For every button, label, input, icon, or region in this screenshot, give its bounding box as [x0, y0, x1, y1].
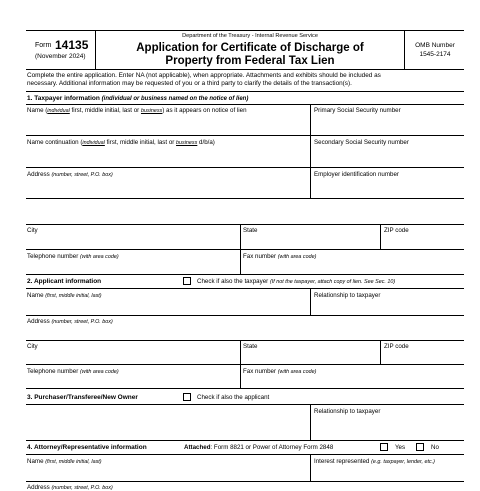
- form-revision: (November 2024): [35, 53, 86, 60]
- label-part: Name: [27, 292, 44, 299]
- label-part: first, middle initial, last or: [69, 107, 141, 114]
- form-title-box: [96, 31, 404, 69]
- taxpayer-state-field[interactable]: State: [243, 227, 258, 234]
- taxpayer-phone-field[interactable]: [27, 253, 119, 260]
- divider: [26, 315, 464, 316]
- divider: [26, 288, 464, 289]
- also-taxpayer-label: [197, 278, 395, 285]
- label-part: Address: [27, 318, 50, 325]
- label-part: Name continuation (: [27, 139, 83, 146]
- also-applicant-label: Check if also the applicant: [197, 394, 270, 401]
- form-number: 14135: [55, 38, 89, 52]
- also-taxpayer-checkbox[interactable]: [183, 277, 191, 285]
- representative-address-field[interactable]: [27, 484, 113, 491]
- title-line-2: Property from Federal Tax Lien: [165, 55, 335, 67]
- divider: [26, 454, 464, 455]
- label-part: business: [140, 108, 163, 114]
- yes-label: Yes: [395, 444, 406, 451]
- divider: [26, 404, 464, 405]
- label-part: individual: [47, 108, 70, 114]
- label-note: (number, street, P.O. box): [51, 319, 113, 325]
- applicant-zip-field[interactable]: ZIP code: [384, 343, 409, 350]
- label-part: Address: [27, 484, 50, 491]
- column-divider: [310, 404, 311, 440]
- omb-box: [404, 31, 464, 69]
- taxpayer-name-field[interactable]: [27, 107, 247, 114]
- divider: [26, 274, 464, 275]
- divider: [26, 364, 464, 365]
- divider: [26, 388, 464, 389]
- label-part: Check if also the taxpayer: [197, 278, 269, 285]
- attached-yes-checkbox[interactable]: [380, 443, 388, 451]
- primary-ssn-field[interactable]: Primary Social Security number: [314, 107, 401, 114]
- column-divider: [380, 340, 381, 364]
- title-line-1: Application for Certificate of Discharge of: [136, 42, 364, 54]
- divider: [26, 340, 464, 341]
- taxpayer-fax-field[interactable]: [243, 253, 316, 260]
- label-part: business: [176, 140, 198, 146]
- form-title: [96, 42, 404, 68]
- label-part: Fax number: [243, 368, 277, 375]
- label-part: Telephone number: [27, 368, 79, 375]
- ein-field[interactable]: Employer identification number: [314, 171, 399, 178]
- section-1-title: 1. Taxpayer information: [27, 95, 100, 102]
- name-continuation-field[interactable]: [27, 139, 215, 146]
- no-label: No: [431, 444, 439, 451]
- column-divider: [310, 104, 311, 199]
- divider: [26, 249, 464, 250]
- purchaser-relationship-field[interactable]: Relationship to taxpayer: [314, 408, 381, 415]
- section-4-heading: 4. Attorney/Representative information: [27, 444, 147, 451]
- divider: [26, 481, 464, 482]
- taxpayer-zip-field[interactable]: ZIP code: [384, 227, 409, 234]
- divider: [26, 167, 464, 168]
- label-note: (first, middle initial, last): [45, 293, 102, 299]
- secondary-ssn-field[interactable]: Secondary Social Security number: [314, 139, 409, 146]
- label-part: individual: [82, 140, 105, 146]
- label-part: Telephone number: [27, 253, 79, 260]
- label-note: (with area code): [80, 254, 119, 260]
- applicant-relationship-field[interactable]: Relationship to taxpayer: [314, 292, 381, 299]
- label-part: d/b/a): [197, 139, 215, 146]
- section-1-heading: [27, 95, 248, 102]
- applicant-fax-field[interactable]: [243, 368, 316, 375]
- also-applicant-checkbox[interactable]: [183, 393, 191, 401]
- divider: [26, 104, 464, 105]
- divider: [26, 135, 464, 136]
- taxpayer-address-field[interactable]: [27, 171, 113, 178]
- label-part: ) as it appears on notice of lien: [162, 107, 247, 114]
- label-note: (with area code): [277, 369, 317, 375]
- column-divider: [310, 288, 311, 315]
- form-header: [26, 30, 464, 70]
- section-1-note: (individual or business named on the notice of lien): [101, 96, 249, 102]
- instructions-line-1: Complete the entire application. Enter NA (not applicable), when appropriate. Attachments and exhibits should be included as: [27, 72, 381, 79]
- applicant-address-field[interactable]: [27, 318, 113, 325]
- form-word: Form: [35, 42, 52, 49]
- attached-no-checkbox[interactable]: [416, 443, 424, 451]
- form-id-box: [26, 31, 96, 69]
- label-note: (number, street, P.O. box): [51, 172, 113, 178]
- section-2-heading: 2. Applicant information: [27, 278, 102, 285]
- label-note: (e.g. taxpayer, lender, etc.): [371, 459, 435, 465]
- omb-label: OMB Number: [415, 42, 455, 49]
- label-part: Address: [27, 171, 50, 178]
- label-note: (with area code): [277, 254, 317, 260]
- instructions-line-2: necessary. Additional information may be requested of you or a third party to clarify the details of the transaction(s).: [27, 79, 352, 87]
- divider: [26, 224, 464, 225]
- label-part: Name (: [27, 107, 48, 114]
- column-divider: [310, 454, 311, 481]
- divider: [26, 440, 464, 441]
- form-page: [26, 30, 464, 491]
- divider: [26, 198, 464, 199]
- label-note: (first, middle initial, last): [45, 459, 102, 465]
- label-note: (If not the taxpayer, attach copy of lien. See Sec. 10): [269, 279, 396, 285]
- label-note: (with area code): [80, 369, 119, 375]
- label-part: : Form 8821 or Power of Attorney Form 2848: [210, 444, 334, 451]
- attached-label: [184, 444, 333, 451]
- interest-represented-field[interactable]: [314, 458, 435, 465]
- representative-name-field[interactable]: [27, 458, 102, 465]
- applicant-name-field[interactable]: [27, 292, 102, 299]
- instructions: [26, 71, 464, 91]
- column-divider: [380, 224, 381, 249]
- omb-number: 1545-2174: [419, 51, 451, 58]
- applicant-phone-field[interactable]: [27, 368, 119, 375]
- department: Department of the Treasury - Internal Revenue Service: [182, 33, 318, 39]
- label-part: Attached: [184, 444, 211, 451]
- applicant-state-field[interactable]: State: [243, 343, 258, 350]
- applicant-city-field[interactable]: City: [27, 343, 38, 350]
- taxpayer-city-field[interactable]: City: [27, 227, 38, 234]
- label-part: Fax number: [243, 253, 277, 260]
- divider: [26, 91, 464, 92]
- section-3-heading: 3. Purchaser/Transferee/New Owner: [27, 394, 138, 401]
- label-part: Interest represented: [314, 458, 370, 465]
- label-part: first, middle initial, last or: [104, 139, 177, 146]
- label-part: Name: [27, 458, 44, 465]
- label-note: (number, street, P.O. box): [51, 485, 113, 491]
